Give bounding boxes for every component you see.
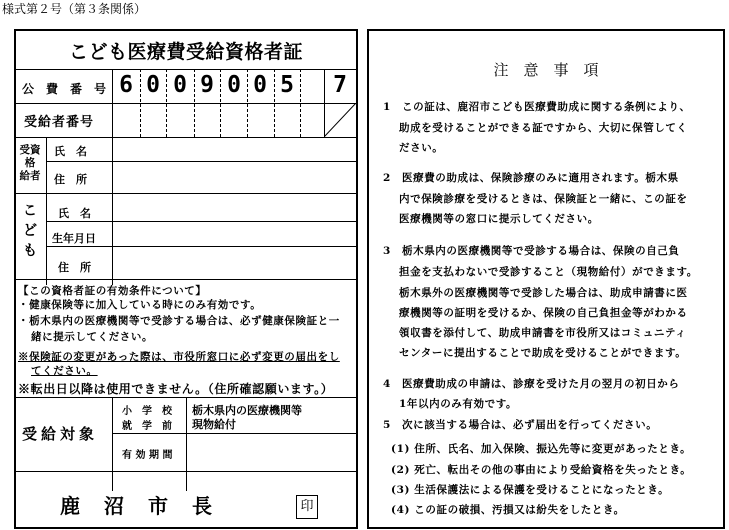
notice-1-line2: てください。 <box>31 365 98 377</box>
notes-item-5: 5 次に該当する場合は、必ず届出を行ってください。 <box>383 419 658 431</box>
public-number-digit: 5 <box>280 72 294 98</box>
condition-2-line1: ・栃木県内の医療機関等で受診する場合は、必ず健康保険証と一 <box>18 315 340 327</box>
public-number-digit: 9 <box>200 72 214 98</box>
notes-item-3-cont: 療機関等の証明を受けるか、保険の自己負担金等がわかる <box>399 307 688 319</box>
notes-title: 注 意 事 項 <box>493 61 599 79</box>
notes-sub-1: (1) 住所、氏名、加入保険、振込先等に変更があったとき。 <box>391 443 692 455</box>
public-number-digit: 0 <box>253 72 267 98</box>
public-number-digit: 7 <box>333 72 347 98</box>
corner-diagonal <box>324 103 356 139</box>
notes-item-3-cont: センターに提出することで助成を受けることができます。 <box>399 347 687 359</box>
seal-box: 印 <box>296 495 318 519</box>
form-number-label: 様式第２号（第３条関係） <box>2 2 147 16</box>
public-number-digit: 6 <box>119 72 133 98</box>
notes-item-2-cont: 内で保険診療を受けるときは、保険証と一緒に、この証を <box>399 193 688 205</box>
child-birthdate-label: 生年月日 <box>52 232 96 245</box>
conditions-header: 【この資格者証の有効条件について】 <box>18 285 207 297</box>
public-number-digit: 0 <box>146 72 160 98</box>
notes-item-3-cont: 担金を支払わないで受診すること（現物給付）ができます。 <box>399 266 698 278</box>
condition-2-line2: 緒に提示してください。 <box>31 331 154 343</box>
validity-label: 有 効 期 間 <box>122 450 173 461</box>
issuer-name: 鹿 沼 市 長 <box>60 494 214 518</box>
notes-item-2: 2 医療費の助成は、保険診療のみに適用されます。栃木県 <box>383 172 679 184</box>
notes-item-3: 3 栃木県内の医療機関等で受診する場合は、保険の自己負 <box>383 245 680 257</box>
notes-sub-4: (4) この証の破損、汚損又は紛失をしたとき。 <box>391 504 625 516</box>
eligibility-value-line1: 栃木県内の医療機関等 <box>192 404 302 417</box>
eligibility-value-line2: 現物給付 <box>192 418 236 431</box>
public-number-digit: 0 <box>227 72 241 98</box>
eligibility-label: 受給対象 <box>22 425 99 443</box>
notes-item-4: 4 医療費助成の申請は、診療を受けた月の翌月の初日から <box>383 378 680 390</box>
child-name-label: 氏 名 <box>58 207 91 220</box>
public-number-label: 公 費 番 号 <box>22 82 107 96</box>
guardian-section-label: 受資 格 給者 <box>19 144 41 182</box>
notes-item-2-cont: 医療機関等の窓口に提示してください。 <box>399 213 599 225</box>
notes-card <box>367 29 725 529</box>
notes-item-1: 1 この証は、鹿沼市こども医療費助成に関する条例により、 <box>383 101 691 113</box>
notes-item-3-cont: 栃木県外の医療機関等で受診した場合は、助成申請書に医 <box>399 287 688 299</box>
notes-sub-3: (3) 生活保護法による保護を受けることになったとき。 <box>391 484 670 496</box>
school-label-elementary: 小 学 校 <box>122 406 172 417</box>
notice-1-line1: ※保険証の変更があった際は、市役所窓口に必ず変更の届出をし <box>18 351 340 363</box>
recipient-number-label: 受給者番号 <box>24 115 95 130</box>
notes-item-1-cont: 助成を受けることができる証ですから、大切に保管してく <box>399 122 688 134</box>
child-section-label: こ ど も <box>23 203 37 259</box>
condition-1: ・健康保険等に加入している時にのみ有効です。 <box>18 299 262 311</box>
guardian-name-label: 氏 名 <box>54 145 87 158</box>
notes-item-4-cont: 1年以内のみ有効です。 <box>399 398 518 410</box>
notes-item-1-cont: ださい。 <box>399 142 444 154</box>
notice-2: ※転出日以降は使用できません。（住所確認願います。） <box>18 382 334 396</box>
guardian-address-label: 住 所 <box>54 173 87 186</box>
public-number-digit: 0 <box>173 72 187 98</box>
notes-sub-2: (2) 死亡、転出その他の事由により受給資格を失ったとき。 <box>391 464 692 476</box>
card-title: こども医療費受給資格者証 <box>68 41 303 63</box>
notes-item-3-cont: 領収書を添付して、助成申請書を市役所又はコミュニティ <box>399 327 687 339</box>
school-label-preschool: 就 学 前 <box>122 421 172 432</box>
eligibility-card <box>14 29 358 529</box>
child-address-label: 住 所 <box>58 261 91 274</box>
